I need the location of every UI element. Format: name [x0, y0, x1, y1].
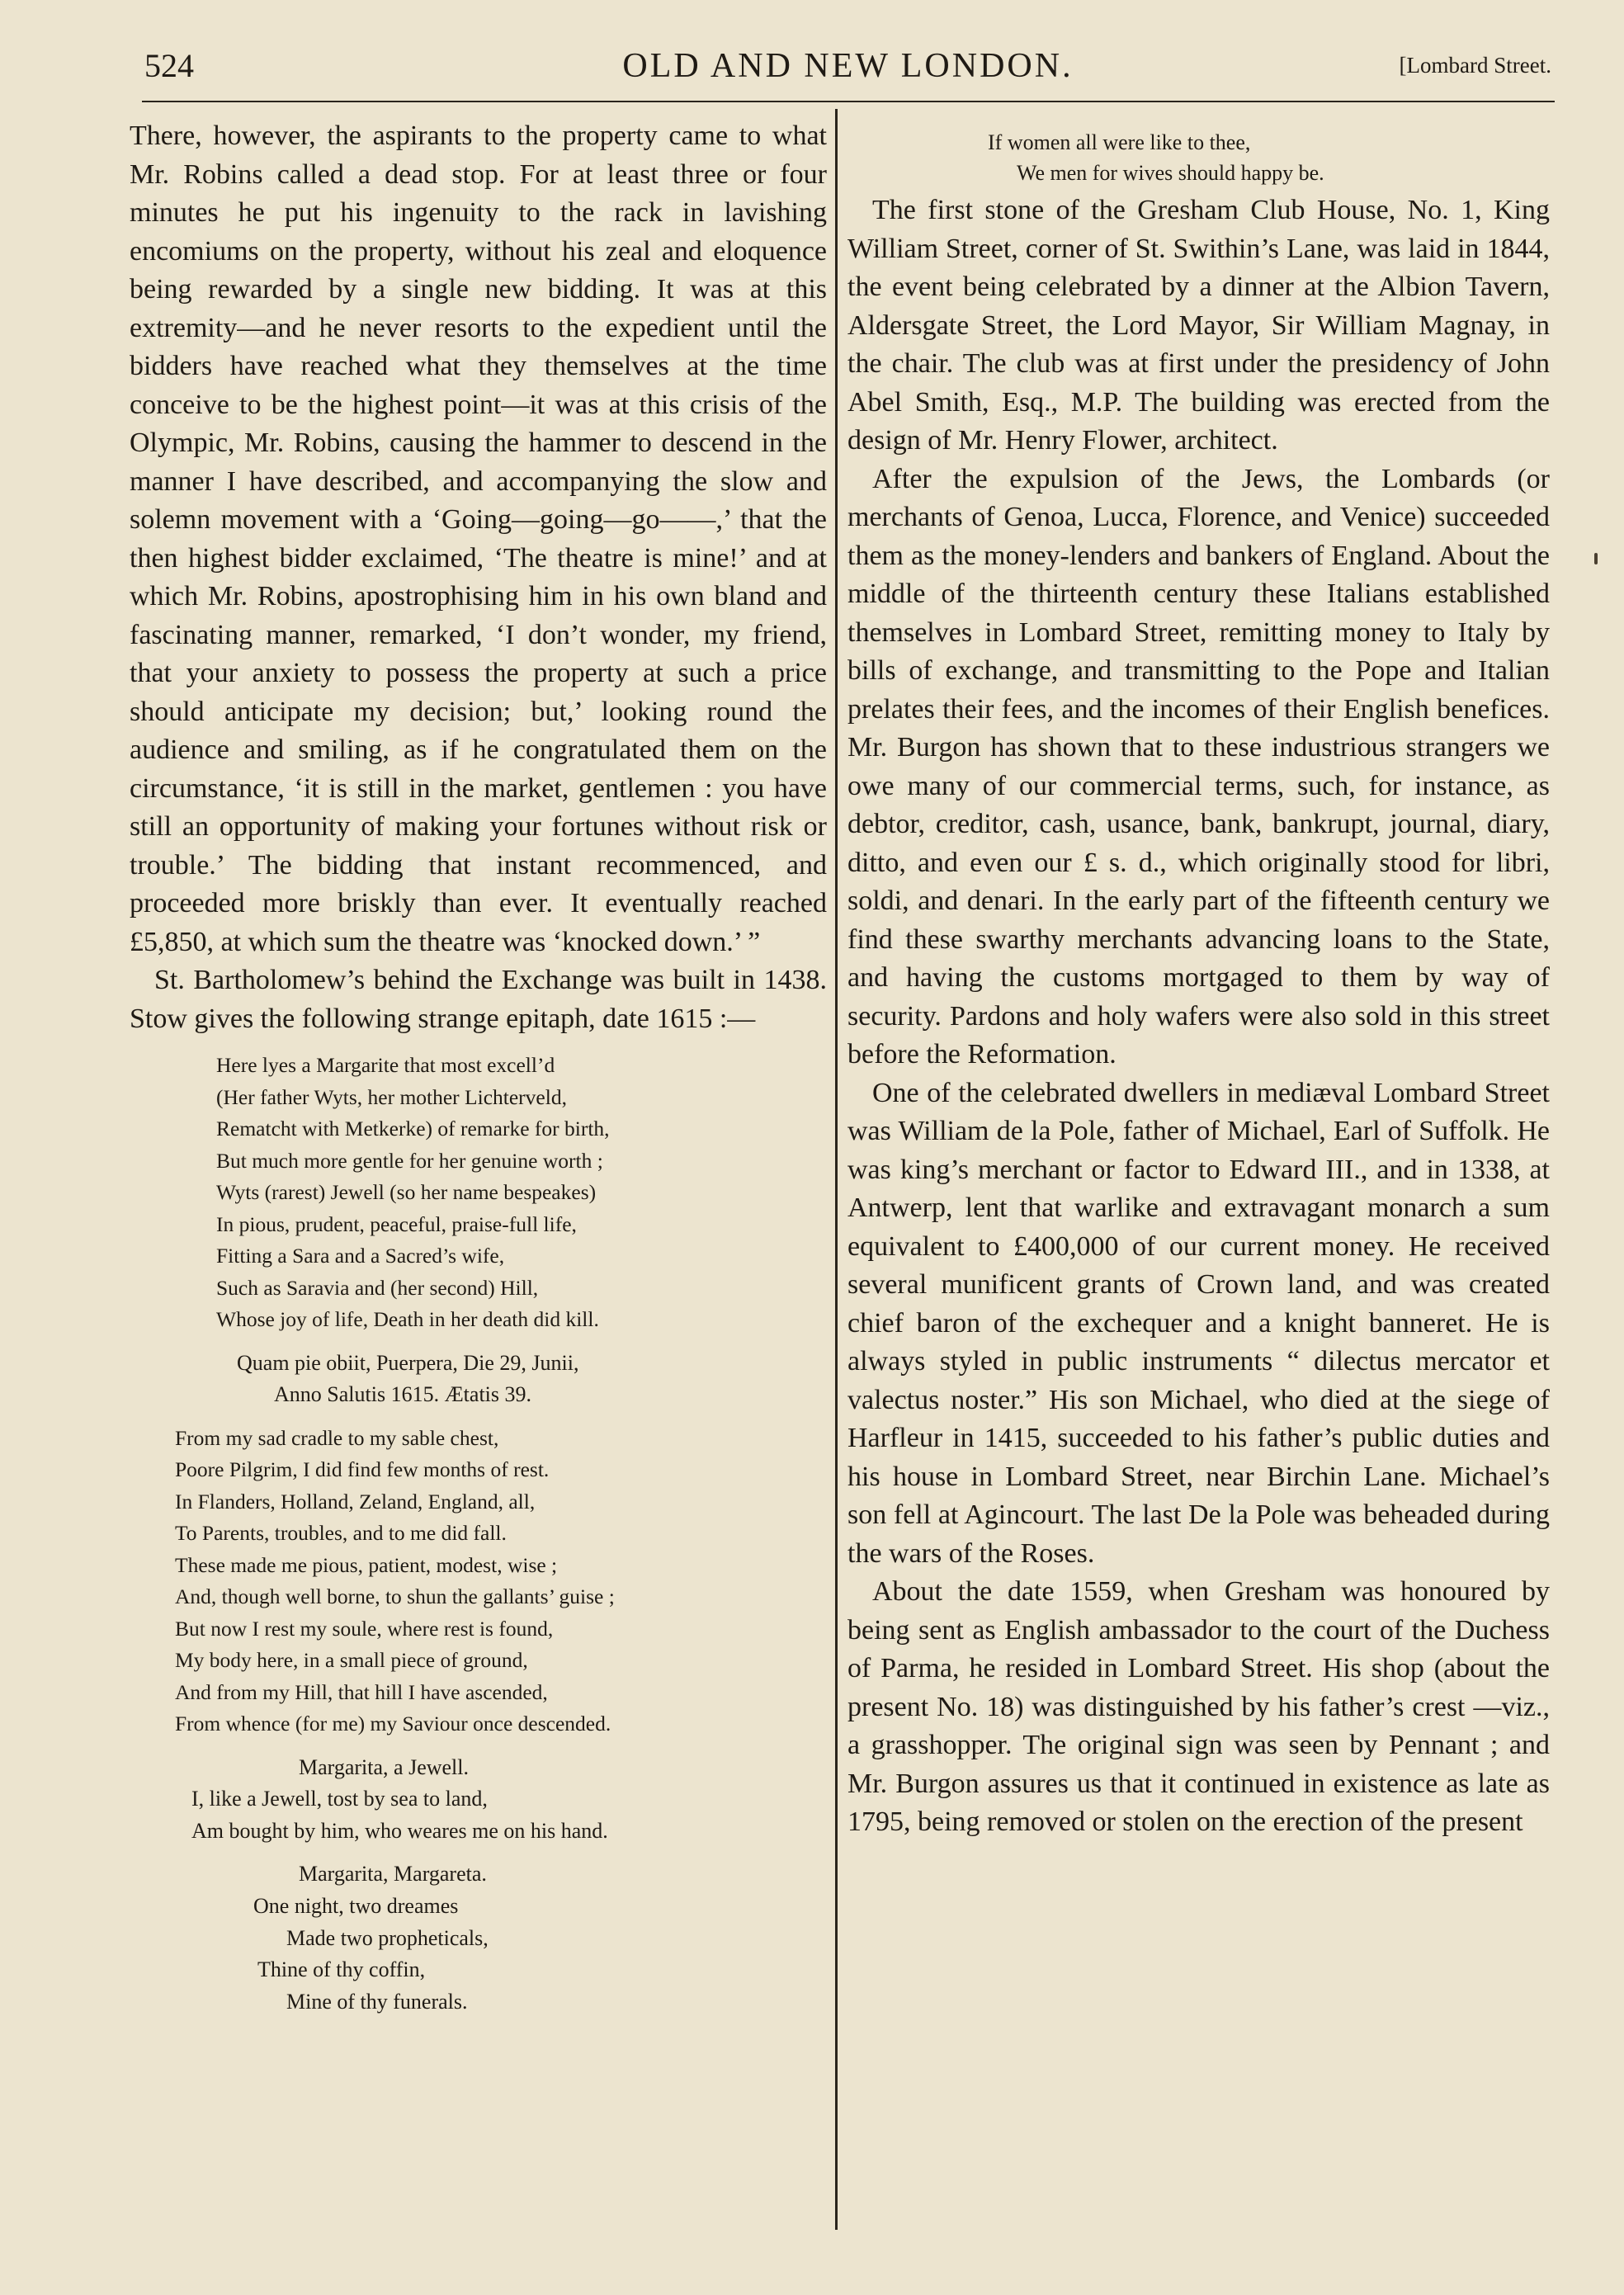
verse-line: Here lyes a Margarite that most excell’d — [216, 1053, 555, 1077]
paragraph: One of the celebrated dwellers in mediæval Lombard Street was William de la Pole, father of Michael, Earl of Suffolk. He was king’s merchant or factor to Edward III., and in 1338, at Antwerp, lent that warlike and extravagant monarch a sum equivalent to £400,000 of our current money. He received several munificent grants of Crown land, and was created chief baron of the exchequer and a knight banneret. He is always styled in public instruments “ dilectus mercator et valectus noster.” His son Michael, who died at the siege of Harfleur in 1415, succeeded to his father’s public duties and his house in Lombard Street, near Birchin Lane. Michael’s son fell at Agincourt. The last De la Pole was beheaded during the wars of the Roses. — [847, 1077, 1550, 1569]
paragraph: There, however, the aspirants to the property came to what Mr. Robins called a dead stop. For at least three or four minutes he put his ingenuity to the rack in lavishing encomiums on the property, without his zeal and eloquence being rewarded by a single new bidding. It was at this extremity—and he never resorts to the expedient until the bidders have reached what they themselves at the time conceive to be the highest point—it was at this crisis of the Olympic, Mr. Robins, causing the hammer to descend in the manner I have described, and accompanying the slow and solemn movement with a ‘Going—going—go——,’ that the then highest bidder exclaimed, ‘The theatre is mine!’ and at which Mr. Robins, apostrophising him in his own bland and fascinating manner, remarked, ‘I don’t wonder, my friend, that your anxiety to possess the property at such a price should anticipate my decision; but,’ looking round the audience and smiling, as if he congratulated them on the circumstance, ‘it is still in the market, gentlemen : you have still an opportunity of making your fortunes without risk or trouble.’ The bidding that instant recommenced, and proceeded more briskly than ever. It eventually reached £5,850, at which sum the theatre was ‘knocked down.’ ” — [130, 120, 827, 957]
running-title: OLD AND NEW LONDON. — [622, 47, 1074, 85]
verse-line: If women all were like to thee, — [988, 130, 1251, 154]
paragraph: St. Bartholomew’s behind the Exchange was built in 1438. Stow gives the following strange epitaph, date 1615 :— — [130, 965, 827, 1034]
verse-line: And, though well borne, to shun the gallants’ guise ; — [175, 1584, 615, 1609]
verse-heading: Margarita, a Jewell. — [299, 1754, 469, 1779]
verse-line: Am bought by him, who weares me on his hand. — [191, 1818, 608, 1843]
verse-line: Made two propheticals, — [286, 1925, 489, 1950]
verse-line: My body here, in a small piece of ground, — [175, 1648, 528, 1673]
verse-line: To Parents, troubles, and to me did fall. — [175, 1521, 507, 1546]
page-header — [144, 46, 1551, 104]
epitaph-verse — [175, 1423, 827, 1740]
left-column — [130, 117, 827, 2029]
verse-line: (Her father Wyts, her mother Lichterveld, — [216, 1084, 567, 1109]
verse-line: And from my Hill, that hill I have ascended, — [175, 1679, 548, 1704]
verse-heading: Margarita, Margareta. — [299, 1862, 487, 1887]
paragraph: After the expulsion of the Jews, the Lombards (or merchants of Genoa, Lucca, Florence, and Venice) succeeded them as the money-lenders and bankers of England. About the middle of the thirteenth century these Italians established themselves in Lombard Street, remitting money to Italy by bills of exchange, and transmitting to the Pope and Italian prelates their fees, and the incomes of their English benefices. Mr. Burgon has shown that to these industrious strangers we owe many of our commercial terms, such, for instance, as debtor, creditor, cash, usance, bank, bankrupt, journal, diary, ditto, and even our £ s. d., which originally stood for libri, soldi, and denari. In the early part of the fifteenth century we find these swarthy merchants advancing loans to the State, and having the customs mortgaged to them by way of security. Pardons and holy wafers were also sold in this street before the Reformation. — [847, 463, 1550, 1070]
verse-line: These made me pious, patient, modest, wise ; — [175, 1552, 558, 1577]
verse-line: Rematcht with Metkerke) of remarke for birth, — [216, 1117, 610, 1140]
couplet-verse — [847, 127, 1550, 188]
verse-line: One night, two dreames — [253, 1894, 459, 1919]
verse-line: In pious, prudent, peaceful, praise-full life, — [216, 1211, 577, 1236]
column-divider — [835, 109, 838, 2230]
verse-line: Poore Pilgrim, I did find few months of rest. — [175, 1457, 550, 1482]
verse-line: Anno Salutis 1615. Ætatis 39. — [274, 1382, 532, 1407]
paragraph: About the date 1559, when Gresham was honoured by being sent as English ambassador to the court of the Duchess of Parma, he resided in Lombard Street. His shop (about the present No. 18) was distinguished by his father’s crest —viz., a grasshopper. The original sign was seen by Pennant ; and Mr. Burgon assures us that it continued in existence as late as 1795, being removed or stolen on the erection of the present — [847, 1576, 1550, 1837]
verse-line: Quam pie obiit, Puerpera, Die 29, Junii, — [237, 1350, 579, 1375]
verse-line: In Flanders, Holland, Zeland, England, all, — [175, 1489, 536, 1513]
verse-line: Thine of thy coffin, — [257, 1957, 426, 1982]
section-label: [Lombard Street. — [1399, 53, 1551, 78]
page-number: 524 — [144, 47, 194, 84]
epitaph-verse — [175, 1752, 827, 1848]
paragraph: The first stone of the Gresham Club House, No. 1, King William Street, corner of St. Swithin’s Lane, was laid in 1844, the event being celebrated by a dinner at the Albion Tavern, Aldersgate Street, the Lord Mayor, Sir William Magnay, in the chair. The club was at first under the presidency of John Abel Smith, Esq., M.P. The building was erected from the design of Mr. Henry Flower, architect. — [847, 195, 1550, 456]
epitaph-verse — [175, 1858, 827, 2018]
verse-line: Wyts (rarest) Jewell (so her name bespeakes) — [216, 1180, 597, 1204]
verse-line: Fitting a Sara and a Sacred’s wife, — [216, 1244, 505, 1268]
verse-line: Such as Saravia and (her second) Hill, — [216, 1275, 539, 1300]
verse-line: Mine of thy funerals. — [286, 1989, 468, 2014]
margin-mark — [1594, 553, 1598, 564]
verse-line: But now I rest my soule, where rest is found, — [175, 1616, 554, 1641]
latin-inscription — [175, 1348, 827, 1411]
verse-line: Whose joy of life, Death in her death did kill. — [216, 1307, 599, 1331]
verse-line: From my sad cradle to my sable chest, — [175, 1425, 499, 1450]
verse-line: I, like a Jewell, tost by sea to land, — [191, 1787, 488, 1811]
verse-line: But much more gentle for her genuine worth ; — [216, 1148, 603, 1173]
epitaph-verse — [175, 1050, 827, 1336]
header-rule — [142, 101, 1555, 102]
right-column — [847, 122, 1550, 1842]
verse-line: From whence (for me) my Saviour once descended. — [175, 1712, 611, 1736]
verse-line: We men for wives should happy be. — [1017, 161, 1324, 185]
